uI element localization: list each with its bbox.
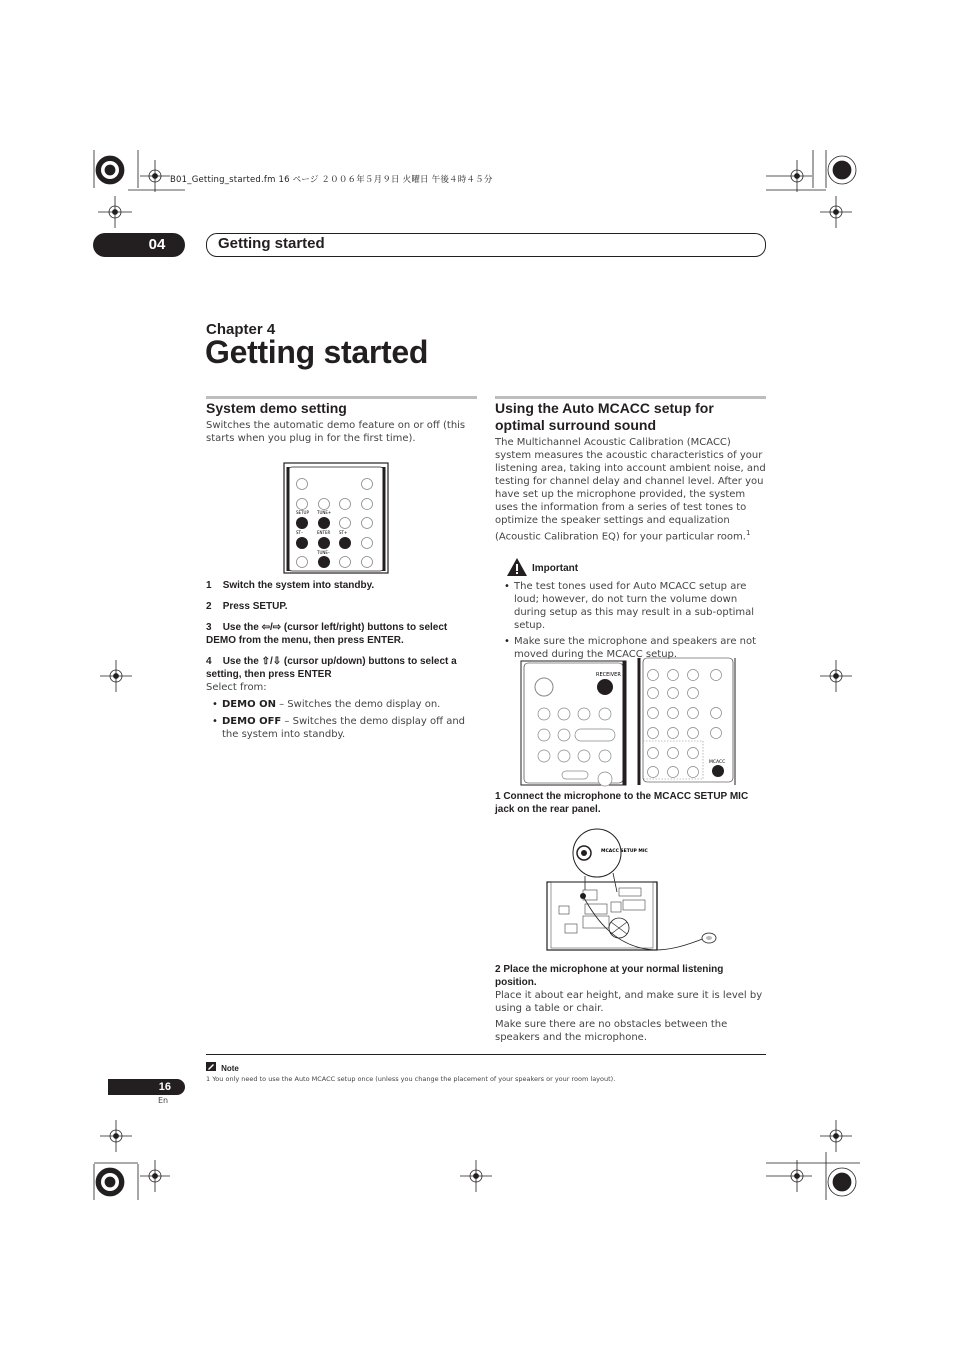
step-1: 1 Switch the system into standby. [206, 580, 375, 591]
step-2-body: Make sure there are no obstacles between the speakers and the microphone. [495, 1019, 728, 1043]
left-column [206, 400, 477, 445]
footnote-ref: 1 [745, 529, 751, 537]
language-label: En [158, 1096, 169, 1105]
demo-on-option: • DEMO ON – Switches the demo display on. [206, 698, 477, 711]
remote-tune-up-label: TUNE+ [317, 510, 332, 515]
mcacc-step-2-block [495, 963, 766, 1044]
remote-tune-down-label: TUNE– [317, 550, 330, 555]
step-4: 4 Use the ⇧/⇩ (cursor up/down) buttons to select a setting, then press ENTER [206, 656, 457, 680]
remote-illustration-mcacc [520, 657, 740, 787]
remote-st-left-label: ST– [296, 530, 303, 535]
page-title: Getting started [205, 334, 429, 370]
important-list [498, 580, 766, 661]
system-demo-intro: Switches the automatic demo feature on or off (this starts when you plug in for the first time). [206, 420, 466, 444]
page-number: 16 [158, 1081, 171, 1093]
page-number-tab [108, 1079, 185, 1095]
select-from-label: Select from: [206, 682, 267, 693]
demo-off-option: • DEMO OFF – Switches the demo display off and the system into standby. [206, 715, 477, 741]
mcacc-intro: The Multichannel Acoustic Calibration (MCACC) system measures the acoustic characteristics of your listening area, taking into account ambient noise, and testing for channel delay and channel level. After you have set up the microphone provided, the system uses the information from a series of test tones to optimize the speaker settings and equalization (Acoustic Calibration EQ) for your particular room.$^1$ [495, 437, 766, 543]
remote-enter-label: ENTER [317, 530, 331, 535]
demo-steps [206, 579, 477, 741]
remote-mcacc-label: MCACC [709, 760, 726, 765]
remote-setup-label: SETUP [296, 510, 309, 515]
system-demo-heading: System demo setting [206, 400, 347, 416]
note-label: Note [221, 1064, 239, 1073]
footnote-text: 1 You only need to use the Auto MCACC setup once (unless you change the placement of your speakers or your room layout). [206, 1075, 616, 1083]
auto-mcacc-heading: Using the Auto MCACC setup for optimal surround sound [495, 400, 714, 433]
section-header-title: Getting started [218, 235, 325, 252]
chapter-label: Chapter 4 [206, 321, 276, 338]
warning-icon [506, 557, 528, 577]
left-heading-rule [206, 396, 477, 399]
mcacc-step-2: 2 Place the microphone at your normal listening position. [495, 964, 724, 988]
remote-illustration-demo [283, 462, 389, 574]
right-heading-rule [495, 396, 766, 399]
note-pencil-icon [206, 1062, 216, 1071]
remote-st-right-label: ST+ [339, 530, 348, 535]
footnote-area [206, 1054, 766, 1083]
chapter-number: 04 [148, 236, 166, 253]
step-2-body: Place it about ear height, and make sure it is level by using a table or chair. [495, 990, 763, 1014]
important-item: • The test tones used for Auto MCACC setup are loud; however, do not turn the volume down during setup as this may result in a sub-optimal setup. [498, 580, 766, 632]
chapter-number-tab [93, 233, 185, 257]
jack-label: MCACC SETUP MIC [601, 849, 648, 854]
rear-panel-illustration [545, 828, 720, 953]
remote-receiver-label: RECEIVER [596, 672, 621, 678]
step-3: 3 Use the ⇦/⇨ (cursor left/right) buttons to select DEMO from the menu, then press ENTER. [206, 622, 448, 646]
mcacc-step-1: 1 Connect the microphone to the MCACC SETUP MIC jack on the rear panel. [495, 791, 749, 815]
right-column [495, 400, 766, 543]
step-2: 2 Press SETUP. [206, 601, 288, 612]
important-item: • Make sure the microphone and speakers are not moved during the MCACC setup. [498, 635, 766, 661]
file-slug: B01_Getting_started.fm 16 ページ ２００６年５月９日 火曜日 午後４時４５分 [170, 175, 493, 185]
important-label: Important [532, 563, 579, 574]
